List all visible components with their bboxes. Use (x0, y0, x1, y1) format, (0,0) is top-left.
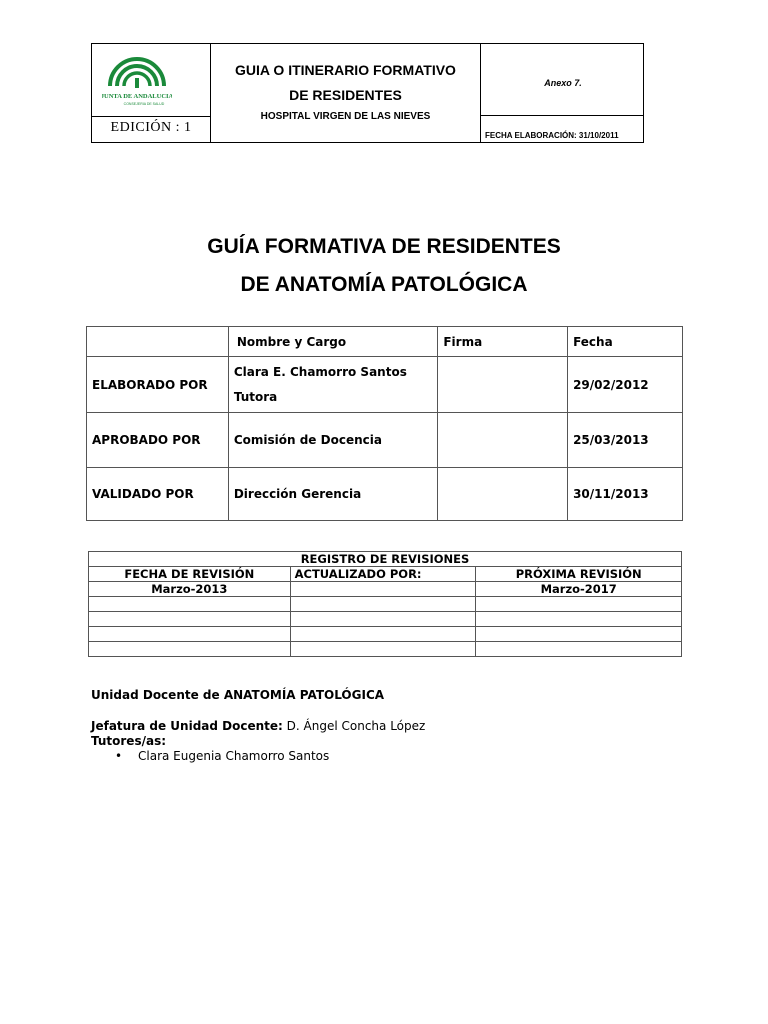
table-header-cell: Firma (438, 327, 568, 357)
revision-cell (476, 612, 682, 627)
revisions-header-cell: PRÓXIMA REVISIÓN (476, 567, 682, 582)
table-header-cell: Fecha (568, 327, 683, 357)
logo-text: JUNTA DE ANDALUCIA (102, 93, 172, 100)
revisions-table (88, 551, 682, 657)
revision-cell (89, 597, 291, 612)
revision-cell (476, 597, 682, 612)
header-divider (480, 115, 643, 116)
fecha-cell: 29/02/2012 (568, 357, 683, 413)
table-row (87, 357, 683, 413)
revision-cell (476, 627, 682, 642)
table-row (89, 582, 682, 597)
fecha-cell: 25/03/2013 (568, 413, 683, 468)
unit-line (91, 688, 384, 702)
signature-table (86, 326, 683, 521)
revision-cell (290, 627, 476, 642)
revisions-header-cell: FECHA DE REVISIÓN (89, 567, 291, 582)
row-label: ELABORADO POR (87, 357, 229, 413)
revision-cell (89, 627, 291, 642)
firma-cell (438, 357, 568, 413)
tutor-item: Clara Eugenia Chamorro Santos (138, 749, 330, 763)
table-header-cell (87, 327, 229, 357)
revision-cell (290, 642, 476, 657)
junta-andalucia-logo (102, 56, 172, 108)
unit-prefix: Unidad Docente de (91, 688, 224, 702)
table-header-cell: Nombre y Cargo (228, 327, 438, 357)
jefatura-line (91, 719, 425, 733)
logo-subtext: CONSEJERIA DE SALUD (123, 102, 165, 106)
jefatura-value: D. Ángel Concha López (282, 719, 426, 733)
table-row (89, 627, 682, 642)
fecha-elaboracion: FECHA ELABORACIÓN: 31/10/2011 (485, 131, 619, 140)
nombre: Clara E. Chamorro Santos (233, 364, 407, 379)
revision-cell (290, 612, 476, 627)
hospital-name: HOSPITAL VIRGEN DE LAS NIEVES (260, 111, 431, 122)
table-row (89, 612, 682, 627)
nombre-cell: Dirección Gerencia (228, 468, 438, 521)
revision-cell (89, 642, 291, 657)
row-label: APROBADO POR (87, 413, 229, 468)
bullet-icon: • (115, 749, 123, 763)
revisions-title: REGISTRO DE REVISIONES (89, 552, 682, 567)
revisions-header-row (89, 567, 682, 582)
table-row (87, 413, 683, 468)
table-row (87, 468, 683, 521)
edicion-label: EDICIÓN : 1 (110, 120, 192, 135)
document-title-line1: GUÍA FORMATIVA DE RESIDENTES (207, 235, 561, 258)
header-title-line2: DE RESIDENTES (289, 87, 402, 103)
revision-cell (89, 612, 291, 627)
table-row (89, 642, 682, 657)
table-row (89, 597, 682, 612)
fecha-cell: 30/11/2013 (568, 468, 683, 521)
header-divider (92, 116, 210, 117)
nombre-cell: Comisión de Docencia (228, 413, 438, 468)
document-title-line2: DE ANATOMÍA PATOLÓGICA (240, 273, 528, 296)
tutores-label: Tutores/as: (91, 734, 167, 748)
revision-cell: Marzo-2017 (476, 582, 682, 597)
header-title-line1: GUIA O ITINERARIO FORMATIVO (235, 62, 456, 78)
document-header (91, 43, 644, 143)
revision-cell (476, 642, 682, 657)
firma-cell (438, 413, 568, 468)
nombre-cargo-cell (228, 357, 438, 413)
cargo: Tutora (233, 389, 278, 404)
revision-cell (290, 582, 476, 597)
header-divider (480, 44, 481, 142)
revisions-title-row (89, 552, 682, 567)
table-header-row (87, 327, 683, 357)
firma-cell (438, 468, 568, 521)
revision-cell (290, 597, 476, 612)
jefatura-label: Jefatura de Unidad Docente: (91, 719, 283, 733)
row-label: VALIDADO POR (87, 468, 229, 521)
anexo-label: Anexo 7. (544, 78, 582, 88)
unit-name: ANATOMÍA PATOLÓGICA (223, 688, 385, 702)
revisions-header-cell: ACTUALIZADO POR: (290, 567, 476, 582)
revision-cell: Marzo-2013 (89, 582, 291, 597)
